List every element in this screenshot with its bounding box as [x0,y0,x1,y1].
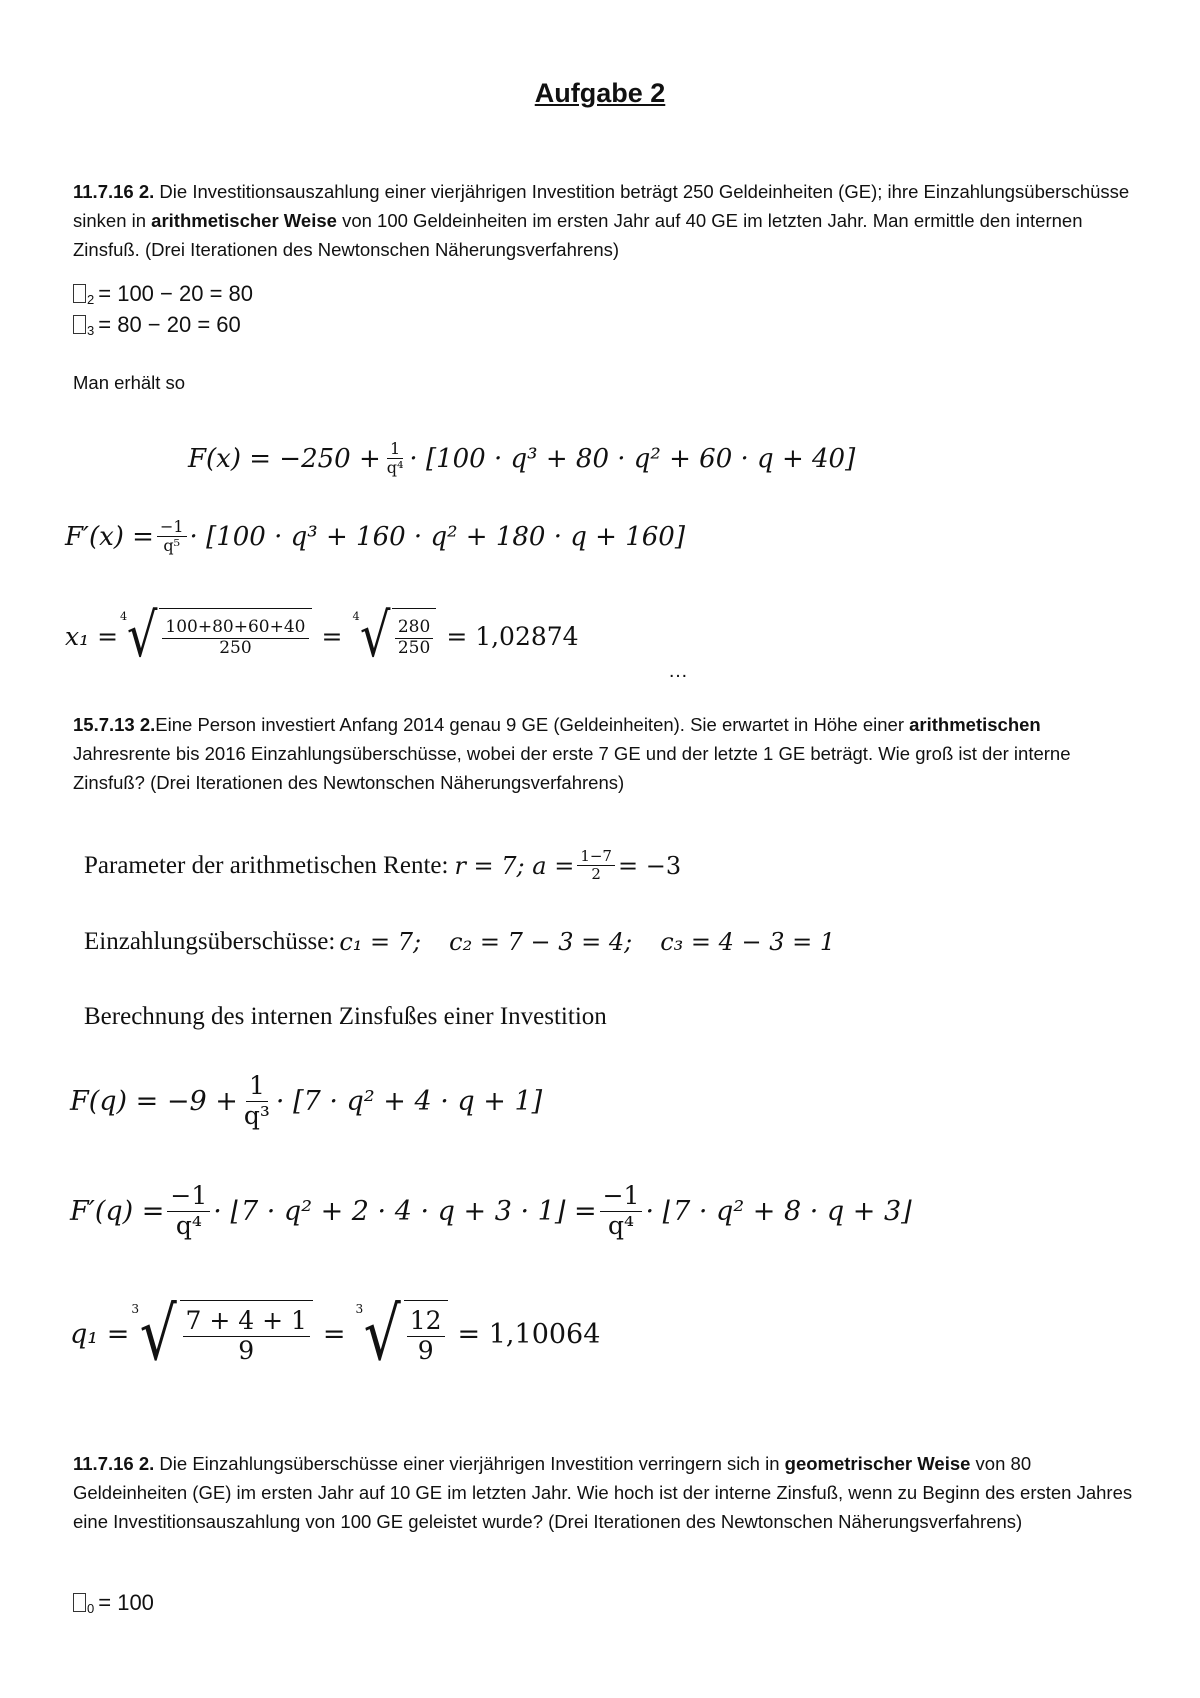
param-fraction [577,848,615,884]
sqrt-sign: √ [127,601,158,671]
ez-c3: c₃ = 4 − 3 = 1 [660,928,836,956]
fpq-mid: · ⌊7 · q² + 2 · 4 · q + 3 · 1⌋ = [213,1195,597,1227]
q1-fraction-2 [407,1307,445,1366]
q1-result: = 1,10064 [457,1319,601,1351]
fq-rhs: · [7 · q² + 4 · q + 1] [275,1085,543,1117]
fpx-rhs: · [100 · q³ + 160 · q² + 180 · q + 160] [189,521,685,552]
fx-rhs: · [100 · q³ + 80 · q² + 60 · q + 40] [409,443,856,474]
task-1-ref: 11.7.16 2. [73,181,155,202]
param-result: = −3 [617,851,682,880]
subscript-3: 3 [87,323,95,338]
fpq-den-2: q⁴ [607,1210,635,1240]
fpx-lhs: F′(x) = [65,521,154,552]
task-2-text [73,710,1133,797]
fx-frac-num: 1 [387,440,403,459]
task-3-text [73,1449,1133,1536]
q1-num: 7 + 4 + 1 [183,1307,310,1337]
eq-c2: 2 = 100 − 20 = 80 [73,281,253,307]
q1-lhs: q₁ = [70,1319,130,1351]
equals-sign: = [321,622,343,651]
fx-lhs: F(x) = −250 + [188,443,381,474]
sqrt-sign: √ [363,1292,402,1377]
q1-radicand-2 [404,1300,448,1369]
sqrt-sign: √ [139,1292,177,1377]
eq-c0-value: 100 [117,1590,154,1615]
fq-den: q³ [243,1100,270,1130]
q1-root [131,1292,313,1377]
fq-lhs: F(q) = −9 + [70,1085,238,1117]
q1-den: 9 [238,1335,255,1365]
q1-root-2 [355,1292,448,1377]
x1-root-index-2: 4 [352,610,360,623]
man-erhaelt-text: Man erhält so [73,372,186,393]
x1-num: 100+80+60+40 [162,618,308,639]
fpq-fraction [167,1182,210,1241]
param-label: Parameter der arithmetischen Rente: [84,851,449,879]
fpx-frac-den: q⁵ [163,536,181,556]
fq-num: 1 [246,1072,268,1102]
x1-fraction-2 [395,618,433,658]
subscript-0: 0 [87,1601,95,1616]
fpq-num: −1 [167,1182,210,1212]
task-1-text [73,177,1133,264]
formula-fpq [70,1182,912,1241]
fx-fraction [384,440,407,478]
param-num: 1−7 [577,848,615,866]
eq-c2-value: 100 − 20 = 80 [117,281,253,306]
page-title: Aufgabe 2 [534,78,666,108]
x1-fraction [162,618,308,658]
q1-root-index-2: 3 [355,1302,364,1316]
fpq-lhs: F′(q) = [70,1195,165,1227]
x1-den-2: 250 [397,637,431,658]
formula-fq [70,1072,542,1131]
x1-root-index: 4 [120,610,128,623]
fpq-num-2: −1 [600,1182,643,1212]
x1-radicand [159,608,311,665]
equals-sign: = [322,1319,346,1351]
x1-result: = 1,02874 [446,622,579,651]
task-1-bold: arithmetischer Weise [151,210,337,231]
param-den: 2 [591,865,601,884]
fq-fraction [241,1072,273,1131]
ez-label: Einzahlungsüberschüsse: [84,928,336,955]
fpq-rhs: · ⌊7 · q² + 8 · q + 3⌋ [645,1195,912,1227]
task-3-text-part1: Die Einzahlungsüberschüsse einer vierjährigen Investition verringern sich in [154,1453,785,1474]
einzahlung-line [84,928,835,956]
fpq-fraction-2 [600,1182,643,1241]
task-1-text-part1: Die Investitionsauszahlung einer vierjährigen Investition beträgt 250 Geldeinheiten (GE); ihre Einzahlungsüberschüsse sinken in [73,181,1130,231]
x1-radicand-2 [392,608,436,665]
param-line [84,848,681,884]
q1-den-2: 9 [417,1335,434,1365]
q1-radicand [180,1300,313,1369]
eq-c3: 3 = 80 − 20 = 60 [73,312,241,338]
x1-root-2 [352,601,436,671]
eq-c3-value: 80 − 20 = 60 [117,312,241,337]
task-1-text-part2: von 100 Geldeinheiten im ersten Jahr auf 40 GE im letzten Jahr. Man ermittle den internen Zinsfuß. (Drei Iterationen des Newtonschen Näherungsverfahrens) [73,210,1083,260]
missing-glyph-icon [73,1593,86,1612]
ellipsis: … [668,660,688,682]
fx-frac-den: q⁴ [386,458,404,478]
formula-q1 [70,1292,601,1377]
task-3-bold: geometrischer Weise [784,1453,971,1474]
task-2-ref: 15.7.13 2. [73,714,156,735]
formula-fpx [65,518,685,556]
task-3-ref: 11.7.16 2. [73,1453,155,1474]
berechnung-heading: Berechnung des internen Zinsfußes einer Investition [84,1003,607,1030]
task-2-text-part2: Jahresrente bis 2016 Einzahlungsüberschüsse, wobei der erste 7 GE und der letzte 1 GE beträgt. Wie groß ist der interne Zinsfuß? (Drei Iterationen des Newtonschen Näherungsverfahrens) [73,743,1071,793]
x1-root [120,601,311,671]
subscript-2: 2 [87,292,95,307]
task-2-bold: arithmetischen [909,714,1041,735]
q1-num-2: 12 [407,1307,445,1337]
fpx-fraction [157,518,187,556]
ez-c2: c₂ = 7 − 3 = 4; [449,928,633,956]
x1-den: 250 [219,637,252,658]
x1-num-2: 280 [395,618,433,639]
fpq-den: q⁴ [175,1210,202,1240]
param-r: r = 7; a = [454,851,575,880]
formula-fx [188,440,855,478]
task-2-text-part1: Eine Person investiert Anfang 2014 genau 9 GE (Geldeinheiten). Sie erwartet in Höhe einer [155,714,910,735]
sqrt-sign: √ [359,601,391,671]
eq-c0: 0 = 100 [73,1590,154,1616]
missing-glyph-icon [73,315,86,334]
q1-fraction [183,1307,310,1366]
missing-glyph-icon [73,284,86,303]
ez-c1: c₁ = 7; [339,928,422,956]
q1-root-index: 3 [131,1302,140,1316]
task-3-text-part2: von 80 Geldeinheiten (GE) im ersten Jahr auf 10 GE im letzten Jahr. Wie hoch ist der interne Zinsfuß, wenn zu Beginn des ersten Jahres eine Investitionsauszahlung von 100 GE geleistet wurde? (Drei Iterationen des Newtonschen Näherungsverfahrens) [73,1453,1133,1532]
x1-lhs: x₁ = [65,622,119,651]
fpx-frac-num: −1 [157,518,187,537]
formula-x1 [65,601,579,671]
